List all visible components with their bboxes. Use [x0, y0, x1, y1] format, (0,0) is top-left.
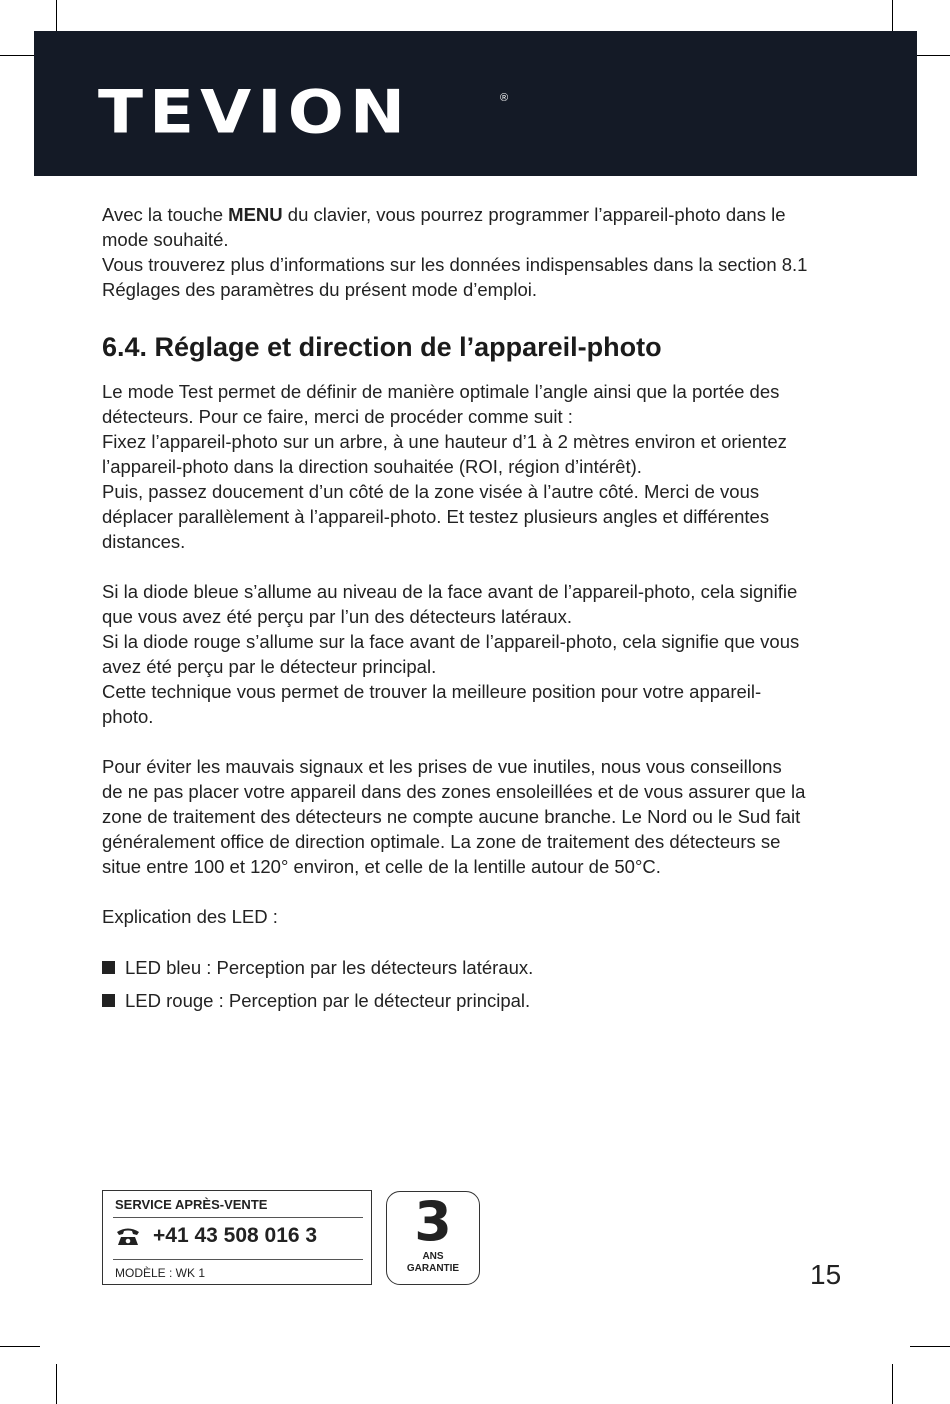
text-line: déplacer parallèlement à l’appareil-photo. Et testez plusieurs angles et différentes	[102, 506, 770, 527]
text-line: Le mode Test permet de définir de manière optimale l’angle ainsi que la portée des	[102, 381, 780, 402]
text-line: Si la diode bleue s’allume au niveau de la face avant de l’appareil-photo, cela signifie	[102, 581, 798, 602]
service-phone: +41 43 508 016 3	[153, 1224, 318, 1247]
model-label: MODÈLE : WK 1	[115, 1266, 206, 1280]
list-item-text: LED bleu : Perception par les détecteurs latéraux.	[125, 957, 534, 978]
list-item	[102, 951, 847, 984]
service-title: SERVICE APRÈS-VENTE	[115, 1197, 268, 1212]
text-line: distances.	[102, 531, 186, 552]
crop-mark	[910, 1346, 950, 1347]
intro-paragraph	[102, 202, 847, 302]
diode-paragraph	[102, 579, 847, 729]
square-bullet-icon	[102, 961, 115, 974]
text-line: l’appareil-photo dans la direction souhaitée (ROI, région d’intérêt).	[102, 456, 642, 477]
text-line: photo.	[102, 706, 154, 727]
service-box	[102, 1190, 372, 1285]
divider	[113, 1259, 363, 1260]
page-content	[102, 202, 847, 1017]
test-mode-paragraph	[102, 379, 847, 554]
text-line: Pour éviter les mauvais signaux et les prises de vue inutiles, nous vous conseillons	[102, 756, 782, 777]
led-heading: Explication des LED :	[102, 906, 278, 927]
page-number: 15	[810, 1259, 842, 1290]
list-item-text: LED rouge : Perception par le détecteur principal.	[125, 990, 531, 1011]
placement-paragraph	[102, 754, 847, 879]
square-bullet-icon	[102, 994, 115, 1007]
text-line: Si la diode rouge s’allume sur la face avant de l’appareil-photo, cela signifie que vous	[102, 631, 800, 652]
menu-keyword: MENU	[228, 204, 283, 225]
crop-mark	[892, 1364, 893, 1404]
list-item	[102, 984, 847, 1017]
warranty-garantie: GARANTIE	[406, 1263, 460, 1274]
intro-text: Avec la touche	[102, 204, 229, 225]
intro-text: Réglages des paramètres du présent mode d’emploi.	[102, 279, 537, 300]
text-line: que vous avez été perçu par l’un des détecteurs latéraux.	[102, 606, 572, 627]
warranty-years: 3	[414, 1190, 452, 1253]
text-line: Puis, passez doucement d’un côté de la zone visée à l’autre côté. Merci de vous	[102, 481, 760, 502]
text-line: Fixez l’appareil-photo sur un arbre, à une hauteur d’1 à 2 mètres environ et orientez	[102, 431, 787, 452]
warranty-ans: ANS	[422, 1251, 444, 1262]
telephone-icon	[115, 1225, 141, 1247]
text-line: zone de traitement des détecteurs ne compte aucune branche. Le Nord ou le Sud fait	[102, 806, 801, 827]
section-heading: 6.4. Réglage et direction de l’appareil-photo	[102, 332, 662, 362]
intro-text: mode souhaité.	[102, 229, 229, 250]
led-list	[102, 951, 847, 1017]
registered-mark: ®	[500, 92, 509, 104]
text-line: situe entre 100 et 120° environ, et celle de la lentille autour de 50°C.	[102, 856, 661, 877]
warranty-badge	[386, 1191, 480, 1285]
text-line: avez été perçu par le détecteur principal.	[102, 656, 437, 677]
divider	[113, 1217, 363, 1218]
text-line: détecteurs. Pour ce faire, merci de procéder comme suit :	[102, 406, 573, 427]
brand-logo: TEVION	[98, 77, 412, 147]
crop-mark	[56, 1364, 57, 1404]
crop-mark	[0, 1346, 40, 1347]
intro-text: Vous trouverez plus d’informations sur les données indispensables dans la section 8.1	[102, 254, 808, 275]
intro-text: du clavier, vous pourrez programmer l’appareil-photo dans le	[282, 204, 786, 225]
text-line: généralement office de direction optimale. La zone de traitement des détecteurs se	[102, 831, 781, 852]
text-line: de ne pas placer votre appareil dans des zones ensoleillées et de vous assurer que la	[102, 781, 806, 802]
text-line: Cette technique vous permet de trouver la meilleure position pour votre appareil-	[102, 681, 762, 702]
